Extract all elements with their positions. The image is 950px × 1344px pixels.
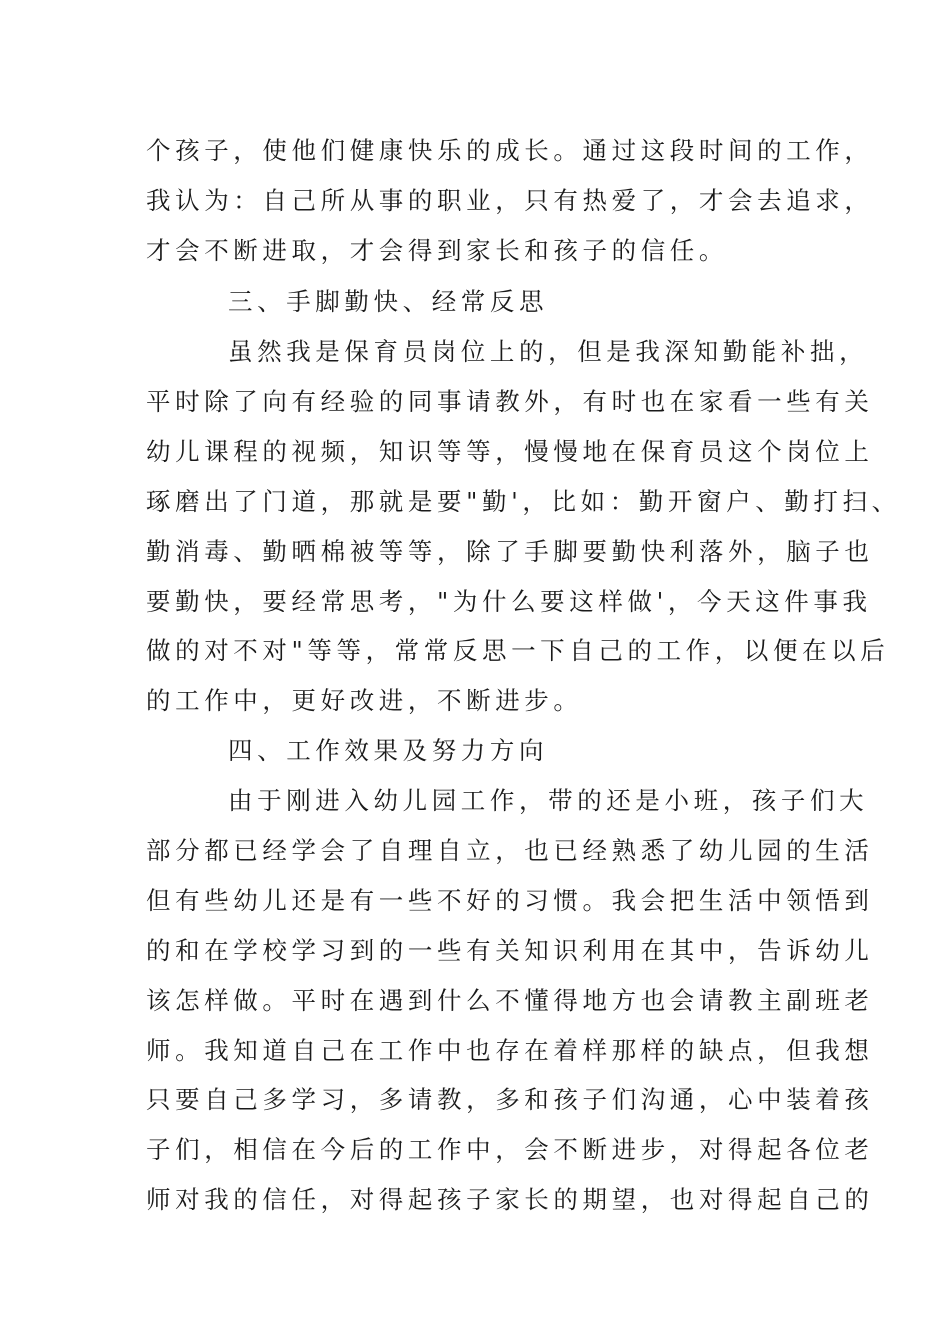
body-text-line: 的工作中，更好改进，不断进步。: [146, 686, 583, 715]
body-text-line: 子们，相信在今后的工作中，会不断进步，对得起各位老: [146, 1135, 874, 1164]
body-text-line: 琢磨出了门道，那就是要"勤'，比如：勤开窗户、勤打扫、: [146, 487, 901, 516]
body-text-line: 勤消毒、勤晒棉被等等，除了手脚要勤快利落外，脑子也: [146, 537, 874, 566]
body-text-line: 师。我知道自己在工作中也存在着样那样的缺点，但我想: [146, 1036, 874, 1065]
body-text-line: 我认为：自己所从事的职业，只有热爱了，才会去追求，: [146, 186, 874, 215]
section-heading-4: 四、工作效果及努力方向: [228, 736, 549, 765]
body-text-line: 才会不断进取，才会得到家长和孩子的信任。: [146, 236, 728, 265]
body-text-line: 的和在学校学习到的一些有关知识利用在其中，告诉幼儿: [146, 936, 874, 965]
section-heading-3: 三、手脚勤快、经常反思: [228, 287, 549, 316]
body-text-line: 师对我的信任，对得起孩子家长的期望，也对得起自己的: [146, 1185, 874, 1214]
body-text-line: 部分都已经学会了自理自立，也已经熟悉了幼儿园的生活: [146, 836, 874, 865]
body-text-line: 做的对不对"等等，常常反思一下自己的工作，以便在以后: [146, 636, 890, 665]
body-text-line: 幼儿课程的视频，知识等等，慢慢地在保育员这个岗位上: [146, 437, 874, 466]
body-text-line: 要勤快，要经常思考，"为什么要这样做'，今天这件事我: [146, 587, 872, 616]
body-text-line: 只要自己多学习，多请教，多和孩子们沟通，心中装着孩: [146, 1085, 874, 1114]
paragraph-first-line: 由于刚进入幼儿园工作，带的还是小班，孩子们大: [228, 786, 869, 815]
body-text-line: 但有些幼儿还是有一些不好的习惯。我会把生活中领悟到: [146, 886, 874, 915]
body-text-line: 个孩子，使他们健康快乐的成长。通过这段时间的工作，: [146, 136, 874, 165]
body-text-line: 该怎样做。平时在遇到什么不懂得地方也会请教主副班老: [146, 986, 874, 1015]
body-text-line: 平时除了向有经验的同事请教外，有时也在家看一些有关: [146, 387, 874, 416]
paragraph-first-line: 虽然我是保育员岗位上的，但是我深知勤能补拙，: [228, 337, 869, 366]
